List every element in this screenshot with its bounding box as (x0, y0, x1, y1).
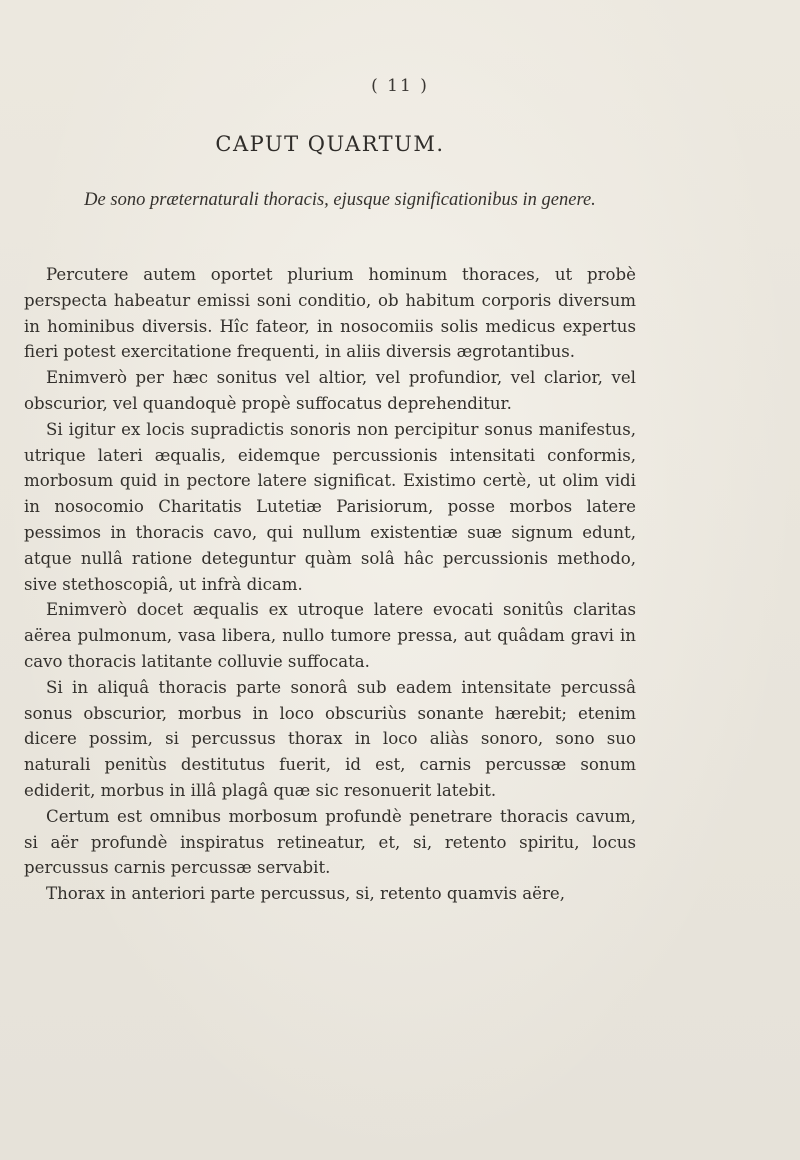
body-text (24, 262, 636, 907)
page-number: ( 11 ) (371, 76, 429, 96)
chapter-subtitle: De sono præternaturali thoracis, ejusque significationibus in genere. (84, 190, 596, 210)
paragraph: Si in aliquâ thoracis parte sonorâ sub eadem intensitate percussâ sonus obscurior, morbus in loco obscuriùs sonante hærebit; etenim dicere possim, si percussus thorax in loco aliàs sonoro, sono suo naturali penitùs destitutus fuerit, id est, carnis percussæ sonum ediderit, morbus in illâ plagâ quæ sic resonuerit latebit. (24, 677, 636, 800)
paragraph: Certum est omnibus morbosum profundè penetrare thoracis cavum, si aër profundè inspiratus retineatur, et, si, retento spiritu, locus percussus carnis percussæ servabit. (24, 806, 636, 878)
paragraph: Thorax in anteriori parte percussus, si, retento quamvis aëre, (46, 884, 566, 904)
paragraph: Enimverò docet æqualis ex utroque latere evocati sonitûs claritas aërea pulmonum, vasa libera, nullo tumore pressa, aut quâdam gravi in cavo thoracis latitante colluvie suffocata. (24, 600, 636, 671)
paragraph: Enimverò per hæc sonitus vel altior, vel profundior, vel clarior, vel obscurior, vel quandoquè propè suffocatus deprehenditur. (24, 368, 636, 413)
paragraph: Si igitur ex locis supradictis sonoris non percipitur sonus manifestus, utrique lateri æqualis, eidemque percussionis intensitati conformis, morbosum quid in pectore latere significat. Existimo certè, ut olim vidi in nosocomio Charitatis Lutetiæ Parisiorum, posse morbos latere pessimos in thoracis cavo, qui nullum existentiæ suæ signum edunt, atque nullâ ratione deteguntur quàm solâ hâc percussionis methodo, sive stethoscopiâ, ut infrà dicam. (24, 419, 636, 594)
chapter-title: CAPUT QUARTUM. (215, 132, 445, 156)
paragraph: Percutere autem oportet plurium hominum thoraces, ut probè perspecta habeatur emissi soni conditio, ob habitum corporis diversum in hominibus diversis. Hîc fateor, in nosocomiis solis medicus expertus fieri potest exercitatione frequenti, in aliis diversis ægrotantibus. (24, 265, 636, 362)
